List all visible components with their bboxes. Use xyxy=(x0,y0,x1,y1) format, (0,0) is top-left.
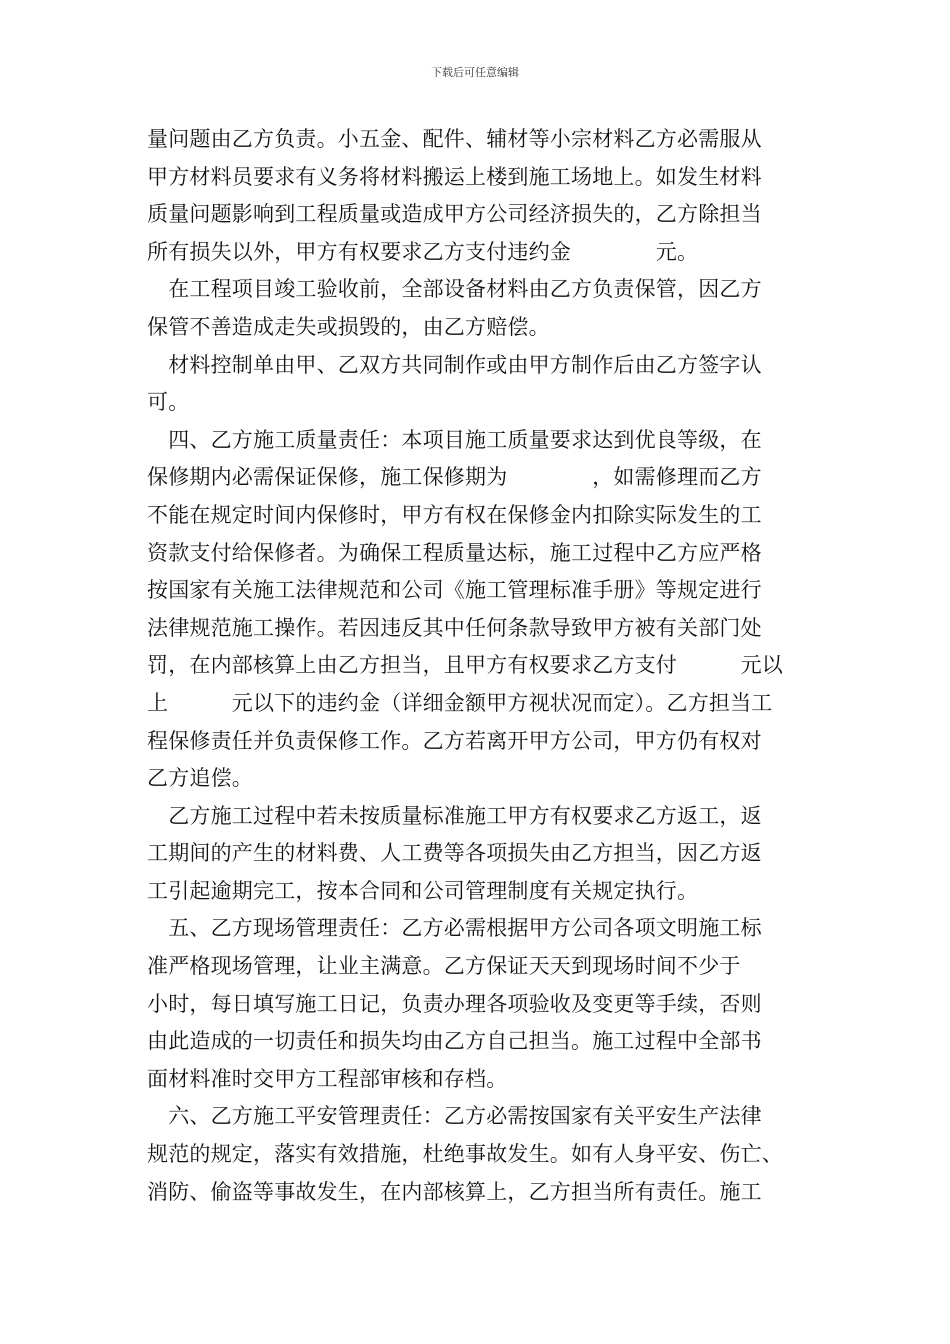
paragraph xyxy=(147,271,815,346)
text-line: 乙方追偿。 xyxy=(147,766,253,791)
text-line: 保修期内必需保证保修，施工保修期为 ，如需修理而乙方 xyxy=(147,465,762,490)
text-line: 在工程项目竣工验收前，全部设备材料由乙方负责保管，因乙方 xyxy=(147,277,762,302)
text-line: 质量问题影响到工程质量或造成甲方公司经济损失的，乙方除担当 xyxy=(147,202,762,227)
document-body xyxy=(147,121,815,1211)
text-line: 准严格现场管理，让业主满意。乙方保证天天到现场时间不少于 xyxy=(147,954,741,979)
paragraph xyxy=(147,422,815,798)
text-line: 保管不善造成走失或损毁的，由乙方赔偿。 xyxy=(147,314,550,339)
text-line: 四、乙方施工质量责任：本项目施工质量要求达到优良等级，在 xyxy=(147,427,762,452)
text-line: 按国家有关施工法律规范和公司《施工管理标准手册》等规定进行 xyxy=(147,578,762,603)
text-line: 工引起逾期完工，按本合同和公司管理制度有关规定执行。 xyxy=(147,878,699,903)
text-line: 资款支付给保修者。为确保工程质量达标，施工过程中乙方应严格 xyxy=(147,540,762,565)
text-line: 五、乙方现场管理责任：乙方必需根据甲方公司各项文明施工标 xyxy=(147,916,762,941)
paragraph xyxy=(147,798,815,911)
text-line: 甲方材料员要求有义务将材料搬运上楼到施工场地上。如发生材料 xyxy=(147,164,762,189)
paragraph xyxy=(147,1098,815,1211)
text-line: 程保修责任并负责保修工作。乙方若离开甲方公司，甲方仍有权对 xyxy=(147,728,762,753)
text-line: 所有损失以外，甲方有权要求乙方支付违约金 元。 xyxy=(147,239,699,264)
paragraph xyxy=(147,910,815,1098)
text-line: 规范的规定，落实有效措施，杜绝事故发生。如有人身平安、伤亡、 xyxy=(147,1142,783,1167)
text-line: 法律规范施工操作。若因违反其中任何条款导致甲方被有关部门处 xyxy=(147,615,762,640)
paragraph xyxy=(147,121,815,271)
text-line: 小时，每日填写施工日记，负责办理各项验收及变更等手续，否则 xyxy=(147,991,762,1016)
text-line: 消防、偷盗等事故发生，在内部核算上，乙方担当所有责任。施工 xyxy=(147,1179,762,1204)
text-line: 罚，在内部核算上由乙方担当，且甲方有权要求乙方支付 元以 xyxy=(147,653,783,678)
text-line: 上 元以下的违约金（详细金额甲方视状况而定）。乙方担当工 xyxy=(147,690,773,715)
text-line: 不能在规定时间内保修时，甲方有权在保修金内扣除实际发生的工 xyxy=(147,502,762,527)
text-line: 量问题由乙方负责。小五金、配件、辅材等小宗材料乙方必需服从 xyxy=(147,127,762,151)
page-header: 下载后可任意编辑 xyxy=(431,66,519,79)
text-line: 由此造成的一切责任和损失均由乙方自己担当。施工过程中全部书 xyxy=(147,1029,762,1054)
text-line: 乙方施工过程中若未按质量标准施工甲方有权要求乙方返工，返 xyxy=(147,803,762,828)
text-line: 材料控制单由甲、乙双方共同制作或由甲方制作后由乙方签字认 xyxy=(147,352,762,377)
text-line: 面材料准时交甲方工程部审核和存档。 xyxy=(147,1066,508,1091)
text-line: 工期间的产生的材料费、人工费等各项损失由乙方担当，因乙方返 xyxy=(147,841,762,866)
text-line: 可。 xyxy=(147,390,190,415)
text-line: 六、乙方施工平安管理责任：乙方必需按国家有关平安生产法律 xyxy=(147,1104,762,1129)
paragraph xyxy=(147,347,815,422)
